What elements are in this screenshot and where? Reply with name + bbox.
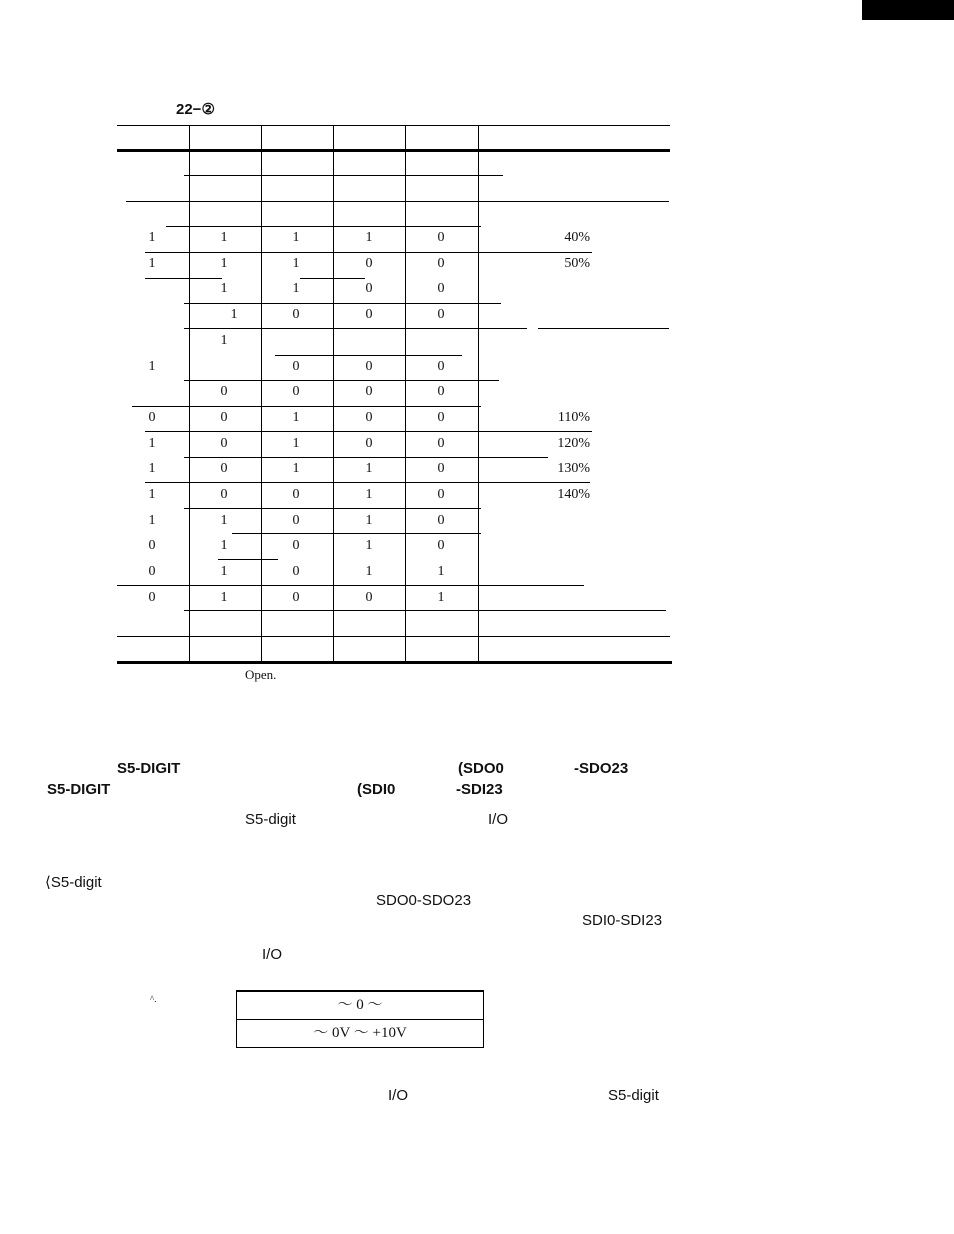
table-cell: 1 [148,487,156,502]
table-rule [184,175,503,176]
percent-label: 130% [557,461,590,477]
table-cell: 0 [437,538,445,554]
table-rule [275,355,462,356]
column-rule [261,125,262,662]
table-cell: 1 [292,230,300,245]
table-rule [166,226,481,227]
table-cell: 0 [437,512,445,528]
table-title: 22−② [176,101,215,118]
table-cell: 0 [220,461,228,477]
percent-label: 50% [564,255,590,271]
table-cell: 0 [437,358,445,374]
percent-label: 120% [557,435,590,451]
table-rule [117,125,670,126]
table-rule [117,636,670,637]
table-cell: 0 [365,435,373,451]
text-s5-digit-4: ⟨S5-digit [45,874,102,891]
table-rule [145,431,592,432]
table-cell: 1 [220,564,228,580]
table-cell: 0 [365,255,373,271]
table-cell: 0 [437,435,445,451]
table-cell: 1 [148,358,156,374]
percent-label: 40% [564,230,590,245]
table-cell: 1 [292,461,300,477]
column-rule [405,125,406,662]
text-sdi0: (SDI0 [357,781,396,798]
table-note: Open. [245,667,277,682]
table-cell: 0 [220,435,228,451]
table-cell: 0 [437,255,445,271]
range-table [236,990,484,1048]
table-rule [145,278,222,279]
table-rule [126,201,669,202]
table-cell: 1 [220,538,228,554]
table-cell: 1 [365,230,373,245]
text-s5-digit-3: S5-digit [245,811,296,828]
table-cell: 1 [365,512,373,528]
table-rule [184,328,527,329]
table-cell: 1 [220,255,228,271]
table-rule [218,559,278,560]
table-cell: 0 [365,307,373,323]
table-cell: 0 [292,564,300,580]
table-rule [184,610,666,611]
table-cell: 0 [365,384,373,400]
table-cell: 1 [365,538,373,554]
table-cell: 1 [220,512,228,528]
table-cell: 0 [148,409,156,425]
table-cell: 1 [220,281,228,297]
table-cell: 0 [148,564,156,580]
text-io-1: I/O [488,811,509,828]
percent-label: 140% [557,487,590,502]
table-rule [184,457,548,458]
corner-mark [862,0,954,20]
table-cell: 0 [437,461,445,477]
table-rule [145,482,590,483]
table-cell: 0 [292,384,300,400]
text-sdi-range: SDI0-SDI23 [582,912,663,929]
table-cell: 1 [292,255,300,271]
table-cell: 0 [220,384,228,400]
table-cell: 1 [148,255,156,271]
table-cell: 0 [437,230,445,245]
table-cell: 0 [437,281,445,297]
table-cell: 0 [292,358,300,374]
table-cell: 1 [148,512,156,528]
table-cell: 0 [365,281,373,297]
table-rule [117,661,672,664]
text-s5-digit-5: S5-digit [608,1087,659,1104]
column-rule [478,125,479,662]
text-mark: ^. [150,994,157,1004]
table-cell: 0 [292,307,300,323]
table-cell: 1 [437,564,445,580]
column-rule [333,125,334,662]
table-cell: 0 [148,538,156,554]
table-cell: 0 [437,384,445,400]
table-cell: 0 [292,589,300,605]
table-cell: 0 [220,409,228,425]
table-cell: 1 [220,332,228,348]
table-rule [184,303,501,304]
table-cell: 1 [148,435,156,451]
table-rule [184,380,499,381]
table-cell: 0 [365,409,373,425]
text-sdo0: (SDO0 [458,760,504,777]
table-rule [538,328,669,329]
table-rule [145,252,592,253]
table-rule [232,533,481,534]
text-io-3: I/O [388,1087,409,1104]
range-row-1: ～ 0 ～ [337,997,383,1013]
column-rule [189,125,190,662]
table-cell: 1 [220,589,228,605]
text-sdo-range: SDO0-SDO23 [376,892,472,909]
table-cell: 0 [292,512,300,528]
table-rule [117,149,670,152]
table-cell: 0 [365,589,373,605]
table-cell: 0 [292,538,300,554]
table-cell: 1 [292,409,300,425]
text-sdo23: -SDO23 [574,760,629,777]
range-row-2: ～ 0V ～ +10V [237,1019,483,1047]
text-s5-digit-1: S5-DIGIT [117,760,181,777]
text-io-2: I/O [262,946,283,963]
percent-label: 110% [557,409,590,425]
table-cell: 1 [220,230,228,245]
table-cell: 1 [365,487,373,502]
table-cell: 0 [437,409,445,425]
table-rule [117,585,584,586]
table-cell: 0 [292,487,300,502]
table-cell: 0 [220,487,228,502]
table-cell: 1 [437,589,445,605]
table-cell: 1 [365,564,373,580]
table-cell: 1 [292,435,300,451]
table-cell: 1 [148,230,156,245]
table-cell: 1 [230,307,238,323]
table-cell: 1 [292,281,300,297]
table-cell: 0 [437,487,445,502]
text-s5-digit-2: S5-DIGIT [47,781,111,798]
table-cell: 0 [437,307,445,323]
table-rule [132,406,481,407]
table-cell: 0 [365,358,373,374]
table-cell: 1 [365,461,373,477]
table-cell: 0 [148,589,156,605]
table-cell: 1 [148,461,156,477]
text-sdi23: -SDI23 [456,781,503,798]
